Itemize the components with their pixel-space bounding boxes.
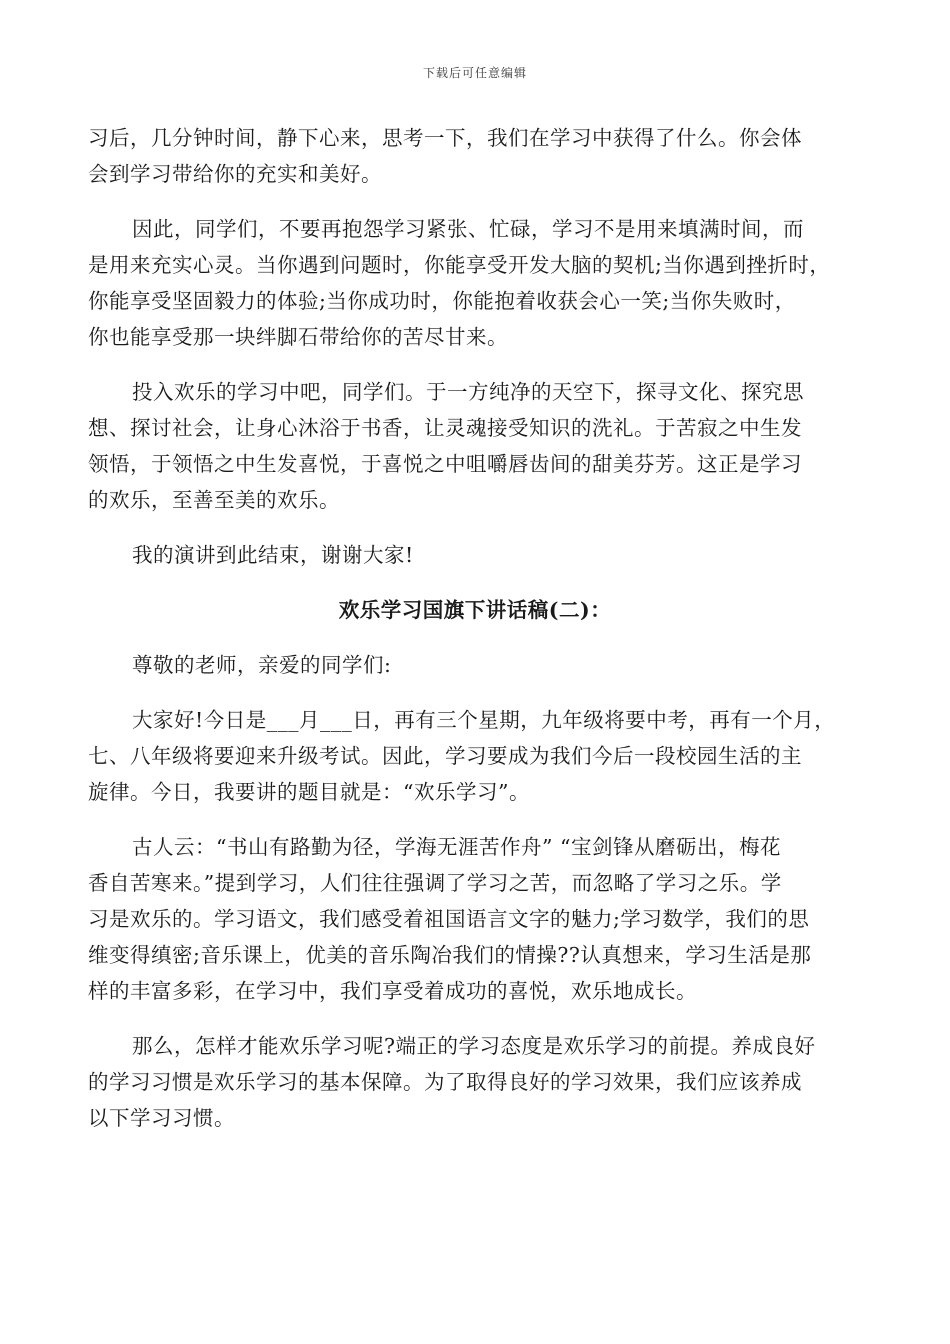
paragraph-4 [88,537,862,573]
paragraph-line: 以下学习习惯。 [88,1106,235,1130]
paragraph-line: 古人云：“书山有路勤为径，学海无涯苦作舟” “宝剑锋从磨砺出，梅花 [132,835,781,859]
paragraph-line: 你也能享受那一块绊脚石带给你的苦尽甘来。 [88,325,508,349]
paragraph-line: 我的演讲到此结束，谢谢大家! [132,543,414,567]
paragraph-1 [88,120,862,192]
paragraph-8 [88,1028,862,1136]
paragraph-line: 会到学习带给你的充实和美好。 [88,162,382,186]
paragraph-line: 投入欢乐的学习中吧，同学们。于一方纯净的天空下，探寻文化、探究思 [132,380,804,404]
paragraph-line: 领悟，于领悟之中生发喜悦，于喜悦之中咀嚼唇齿间的甜美芬芳。这正是学习 [88,452,802,476]
paragraph-6 [88,702,862,810]
paragraph-line: 七、八年级将要迎来升级考试。因此，学习要成为我们今后一段校园生活的主 [88,744,802,768]
page-header-note: 下载后可任意编辑 [422,66,527,80]
paragraph-line: 样的丰富多彩，在学习中，我们享受着成功的喜悦，欢乐地成长。 [88,979,697,1003]
paragraph-line: 香自苦寒来。”提到学习，人们往往强调了学习之苦，而忽略了学习之乐。学 [88,871,782,895]
paragraph-line: 你能享受坚固毅力的体验;当你成功时，你能抱着收获会心一笑;当你失败时， [88,289,796,313]
paragraph-3 [88,374,862,518]
paragraph-line: 因此，同学们，不要再抱怨学习紧张、忙碌，学习不是用来填满时间，而 [132,217,804,241]
paragraph-line: 想、探讨社会，让身心沐浴于书香，让灵魂接受知识的洗礼。于苦寂之中生发 [88,416,802,440]
section-title: 欢乐学习国旗下讲话稿(二)： [338,598,612,622]
paragraph-7 [88,829,862,1009]
paragraph-line: 是用来充实心灵。当你遇到问题时，你能享受开发大脑的契机;当你遇到挫折时， [88,253,831,277]
paragraph-line: 大家好!今日是___月___日，再有三个星期，九年级将要中考，再有一个月， [132,708,836,732]
document-body [88,120,862,1155]
paragraph-line: 习后，几分钟时间，静下心来，思考一下，我们在学习中获得了什么。你会体 [88,126,802,150]
paragraph-line: 旋律。今日，我要讲的题目就是：“欢乐学习”。 [88,780,530,804]
paragraph-line: 的学习习惯是欢乐学习的基本保障。为了取得良好的学习效果，我们应该养成 [88,1070,802,1094]
paragraph-line: 尊敬的老师，亲爱的同学们: [132,653,392,677]
paragraph-line: 维变得缜密;音乐课上，优美的音乐陶冶我们的情操??认真想来，学习生活是那 [88,943,812,967]
paragraph-salutation [88,647,862,683]
paragraph-line: 习是欢乐的。学习语文，我们感受着祖国语言文字的魅力;学习数学，我们的思 [88,907,810,931]
paragraph-2 [88,211,862,355]
paragraph-line: 那么，怎样才能欢乐学习呢?端正的学习态度是欢乐学习的前提。养成良好 [132,1034,816,1058]
paragraph-line: 的欢乐，至善至美的欢乐。 [88,488,340,512]
